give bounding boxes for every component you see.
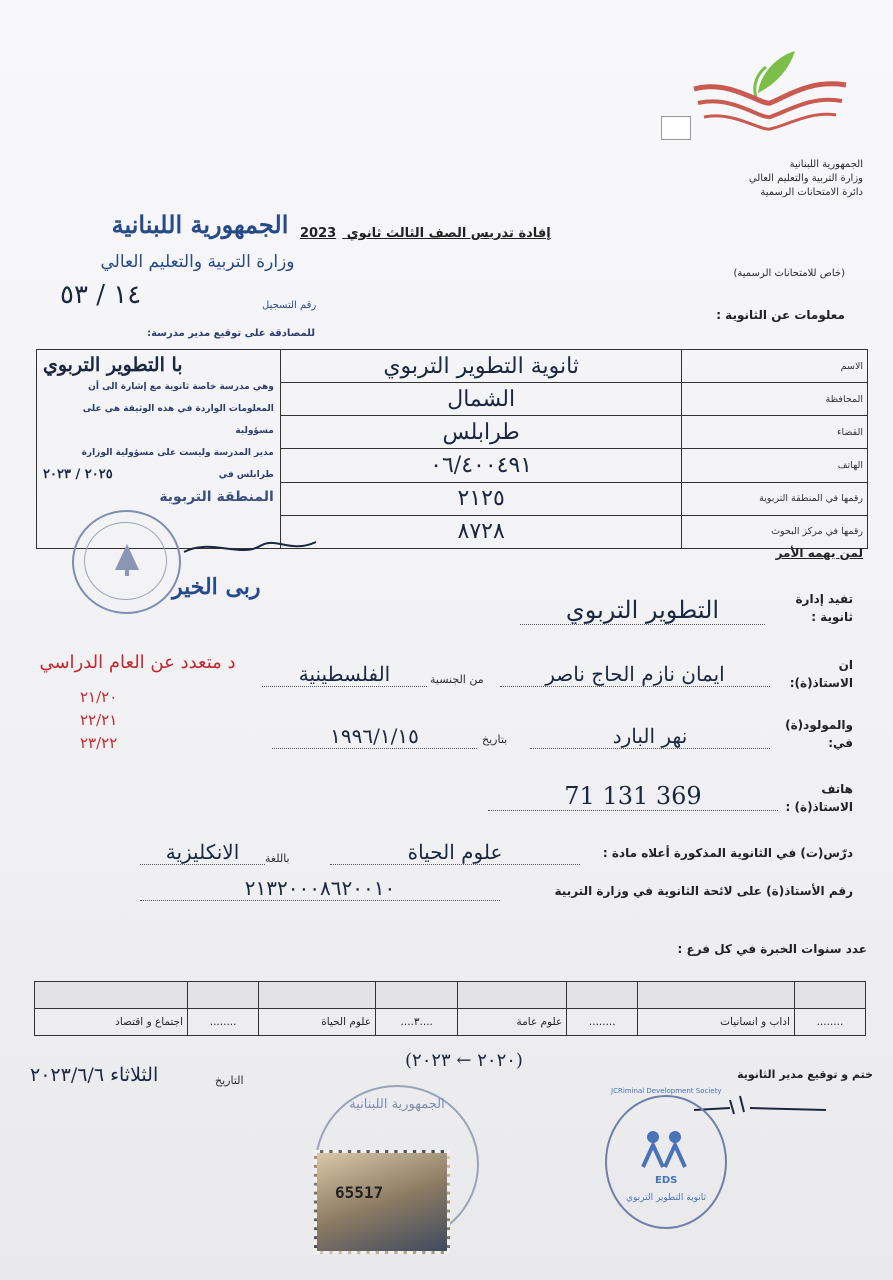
school-name-label: الاسم xyxy=(682,350,868,383)
taught-label: درّس(ت) في الثانوية المذكورة أعلاه مادة : xyxy=(602,846,853,860)
teacher-phone-label: هاتف الاستاذ(ة) : xyxy=(785,782,853,814)
seal-school xyxy=(605,1087,727,1229)
footer-date-value: الثلاثاء ٢٠٢٣/٦/٦ xyxy=(30,1064,159,1086)
document-title: إفادة تدريس الصف الثالث ثانوي 2023 xyxy=(300,226,551,241)
exp-label: علوم عامة xyxy=(458,1009,567,1036)
director-sign-label: ختم و توقيع مدير الثانوية xyxy=(737,1068,873,1081)
table-row xyxy=(37,350,868,383)
seal-org: EDS xyxy=(655,1175,678,1186)
district-value: طرابلس xyxy=(280,416,682,449)
born-label: والمولود(ة) في: xyxy=(785,718,853,750)
years-range: (٢٠٢٠ ← ٢٠٢٣) xyxy=(405,1050,523,1071)
research-number-label: رقمها في مركز البحوث xyxy=(682,515,868,548)
red-year: ٢٢/٢١ xyxy=(80,711,118,729)
exp-value: ....٣.... xyxy=(376,1009,458,1036)
section-school-info: معلومات عن الثانوية : xyxy=(716,308,845,322)
certification-place: طرابلس في xyxy=(218,470,274,480)
teacher-phone-value: 71 131 369 xyxy=(488,782,778,811)
certification-line2: وهي مدرسة خاصة ثانوية مع إشارة الى أن xyxy=(88,382,274,392)
region-number-label: رقمها في المنطقة التربوية xyxy=(682,482,868,515)
seal-school-text: ثانوية التطوير التربوي xyxy=(625,1193,707,1203)
school-name-value: ثانوية التطوير التربوي xyxy=(280,350,682,383)
region-number-value: ٢١٢٥ xyxy=(280,482,682,515)
certification-date: ٢٠٢٥ / ٢٠٢٣ xyxy=(43,467,113,482)
born-place: نهر البارد xyxy=(530,724,770,749)
governorate-label: المحافظة xyxy=(682,383,868,416)
phone-value: ٠٦/٤٠٠٤٩١ xyxy=(280,449,682,482)
language-value: الانكليزية xyxy=(140,840,265,865)
nationality-value: الفلسطينية xyxy=(262,662,427,687)
exams-note: (خاص للامتحانات الرسمية) xyxy=(733,268,845,279)
seal-school-en: JCRiminal Development Society xyxy=(611,1087,722,1095)
nationality-label: من الجنسية xyxy=(430,673,484,686)
experience-label: عدد سنوات الخبرة في كل فرع : xyxy=(677,942,867,956)
certification-school-hand: با التطوير التربوي xyxy=(43,354,183,376)
governorate-value: الشمال xyxy=(280,383,682,416)
footer-date-label: التاريخ xyxy=(215,1074,244,1087)
admin-value: التطوير التربوي xyxy=(520,596,765,625)
header-republic: الجمهورية اللبنانية xyxy=(789,159,863,170)
birth-date: ١٩٩٦/١/١٥ xyxy=(272,724,477,749)
revenue-stamp xyxy=(314,1150,450,1254)
header-department: دائرة الامتحانات الرسمية xyxy=(760,187,863,198)
reg-number: ١٤ / ٥٣ xyxy=(60,280,142,310)
teacher-name: ايمان نازم الحاج ناصر xyxy=(500,662,770,687)
subject-value: علوم الحياة xyxy=(330,840,580,865)
to-whom-heading: لمن يهمه الأمر xyxy=(775,546,863,560)
stamp-republic: الجمهورية اللبنانية xyxy=(111,210,289,239)
research-number-value: ٨٧٢٨ xyxy=(280,515,682,548)
seal-region xyxy=(72,510,181,614)
revenue-stamp-value: 65517 xyxy=(335,1183,384,1202)
exp-value: ........ xyxy=(567,1009,638,1036)
district-label: القضاء xyxy=(682,416,868,449)
red-note-title: د متعدد عن العام الدراسي xyxy=(39,652,236,673)
certification-line4: مدير المدرسة وليست على مسؤولية الوزارة xyxy=(81,448,274,458)
exp-label: علوم الحياة xyxy=(259,1009,376,1036)
signature-scribble xyxy=(180,528,320,568)
certification-line1: للمصادقة على توقيع مدير مدرسة: xyxy=(147,328,315,339)
school-logo-icon xyxy=(637,1127,693,1173)
certifier-name: ربى الخير xyxy=(172,574,261,600)
table-row xyxy=(35,982,866,1009)
red-note xyxy=(5,652,270,673)
ministry-logo xyxy=(690,45,850,140)
language-label: باللغة xyxy=(265,852,290,865)
date-label: بتاريخ xyxy=(482,733,508,746)
stamp-ministry: وزارة التربية والتعليم العالي xyxy=(100,252,295,272)
table-row xyxy=(35,1009,866,1036)
exp-label: اداب و انسانيات xyxy=(638,1009,795,1036)
certification-dept: المنطقة التربوية xyxy=(159,489,274,505)
admin-label: تفيد إدارة ثانوية : xyxy=(795,592,853,624)
reg-label: رقم التسجيل xyxy=(262,300,317,311)
red-year: ٢٣/٢٢ xyxy=(80,734,118,752)
school-info-table xyxy=(36,349,868,549)
register-label: رقم الأستاذ(ة) على لائحة الثانوية في وزارة التربية xyxy=(554,884,853,898)
certification-cell xyxy=(37,350,281,549)
exp-value: ........ xyxy=(794,1009,865,1036)
seal-republic-text: الجمهورية اللبنانية xyxy=(349,1097,445,1112)
barcode-box xyxy=(661,116,691,140)
exp-label: اجتماع و اقتصاد xyxy=(35,1009,188,1036)
cedar-icon xyxy=(112,542,142,578)
exp-value: ........ xyxy=(188,1009,259,1036)
phone-label: الهاتف xyxy=(682,449,868,482)
certification-line3: المعلومات الواردة في هذه الوثيقة هي على مسؤولية xyxy=(82,404,274,436)
header-ministry: وزارة التربية والتعليم العالي xyxy=(748,173,863,184)
red-note-years xyxy=(80,686,117,755)
teacher-label: ان الاستاذ(ة): xyxy=(789,658,853,690)
register-value: ٢١٣٢٠٠٠٨٦٢٠٠١٠ xyxy=(140,876,500,901)
experience-table xyxy=(34,981,866,1036)
red-year: ٢١/٢٠ xyxy=(80,688,118,706)
